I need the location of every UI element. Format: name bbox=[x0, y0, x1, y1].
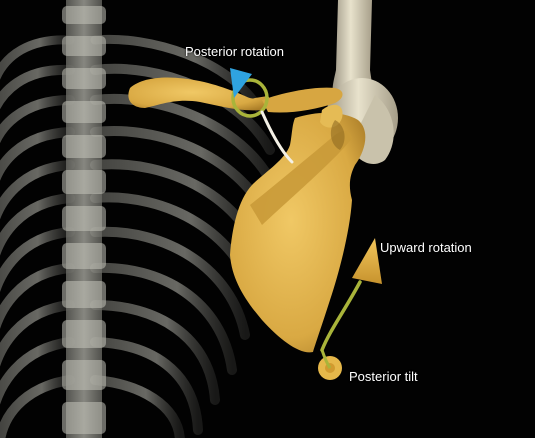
posterior-rotation-label: Posterior rotation bbox=[185, 44, 284, 59]
posterior-tilt-label: Posterior tilt bbox=[349, 369, 418, 384]
spine bbox=[62, 0, 106, 438]
upward-rotation-label: Upward rotation bbox=[380, 240, 472, 255]
